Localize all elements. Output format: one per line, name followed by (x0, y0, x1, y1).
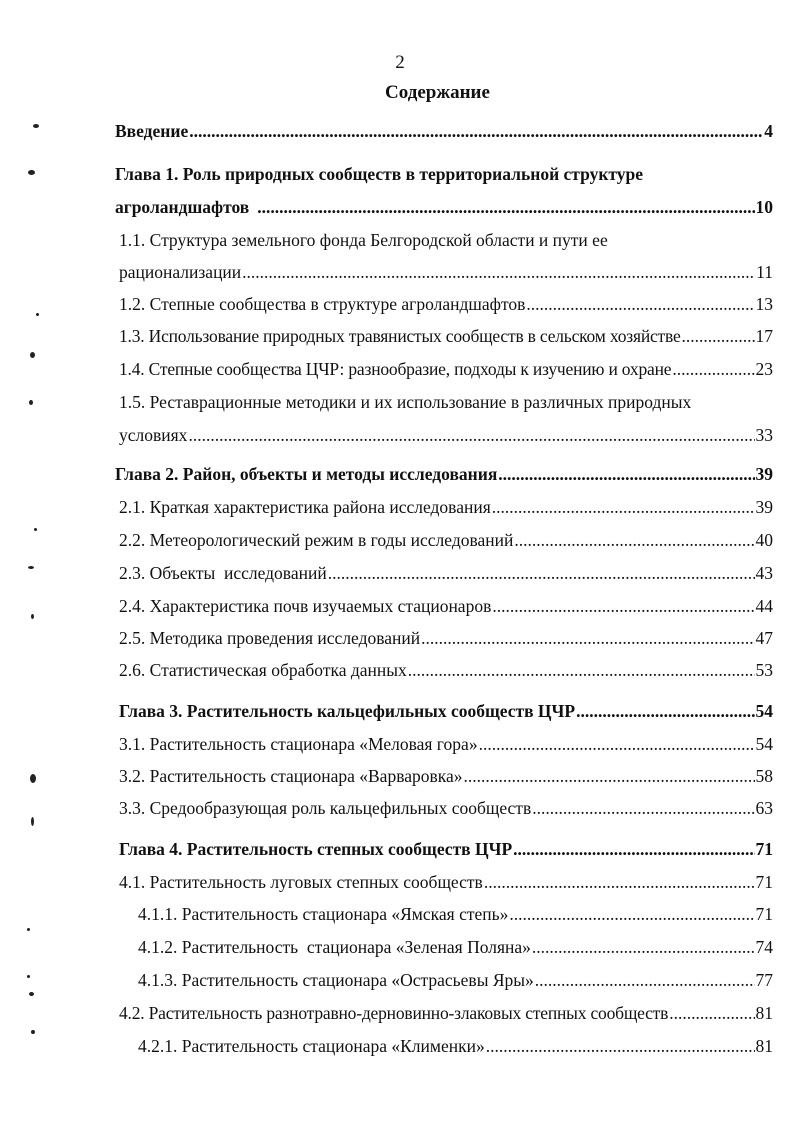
toc-entry-page: 13 (755, 294, 773, 314)
toc-entry-page: 39 (755, 464, 773, 484)
toc-entry-1-1 (119, 261, 773, 283)
toc-entry-1-5 (119, 424, 773, 446)
toc-entry-ch2 (115, 463, 773, 485)
scan-speck (31, 614, 34, 619)
toc-entry-page: 40 (755, 530, 773, 550)
toc-entry-text: 1.3. Использование природных травянистых сообществ в сельском хозяйстве (119, 326, 681, 346)
toc-entry-page: 77 (755, 970, 773, 990)
toc-entry-page: 11 (756, 262, 773, 282)
toc-entry-text: 2.3. Объекты исследований (119, 563, 327, 583)
toc-entry-2-4 (119, 595, 773, 617)
toc-entry-4-1-1 (138, 903, 773, 925)
toc-entry-text: 4.1. Растительность луговых степных сообществ (119, 872, 483, 892)
toc-title: Содержание (385, 82, 490, 103)
toc-entry-text: Глава 3. Растительность кальцефильных сообществ ЦЧР (119, 701, 576, 721)
scan-speck (29, 400, 33, 405)
toc-entry-1-1-line1: 1.1. Структура земельного фонда Белгородской области и пути ее (119, 230, 608, 250)
toc-entry-1-3 (119, 325, 773, 347)
toc-entry-page: 54 (755, 734, 773, 754)
toc-entry-text: 4.1.3. Растительность стационара «Острасьевы Яры» (138, 970, 534, 990)
toc-entry-text: Глава 2. Район, объекты и методы исследования (115, 464, 498, 484)
toc-entry-4-2 (119, 1002, 773, 1024)
scan-speck (34, 528, 37, 531)
toc-entry-ch3 (119, 700, 773, 722)
toc-entry-4-1-3 (138, 969, 773, 991)
scan-speck (36, 313, 39, 316)
toc-entry-page: 81 (755, 1003, 773, 1023)
toc-entry-3-1 (119, 733, 773, 755)
toc-entry-text: 3.3. Средообразующая роль кальцефильных сообществ (119, 798, 532, 818)
scan-speck (31, 1030, 35, 1034)
toc-entry-1-4 (119, 358, 773, 380)
toc-entry-page: 71 (755, 839, 773, 859)
toc-entry-1-2 (119, 293, 773, 315)
toc-entry-page: 23 (755, 359, 773, 379)
scan-speck (30, 352, 35, 358)
toc-entry-text: 4.1.2. Растительность стационара «Зеленая Поляна» (138, 937, 531, 957)
toc-entry-text: 3.1. Растительность стационара «Меловая гора» (119, 734, 478, 754)
scan-speck (30, 774, 36, 783)
toc-entry-4-1-2 (138, 936, 773, 958)
toc-entry-page: 74 (755, 937, 773, 957)
toc-entry-page: 81 (755, 1036, 773, 1056)
toc-entry-1-5-line1: 1.5. Реставрационные методики и их использование в различных природных (119, 392, 692, 412)
toc-entry-ch1-line1: Глава 1. Роль природных сообществ в территориальной структуре (115, 164, 644, 184)
toc-entry-4-2-1 (138, 1035, 773, 1057)
toc-entry-2-5 (119, 627, 773, 649)
toc-entry-text: Введение (115, 121, 189, 141)
scan-speck (28, 170, 35, 175)
toc-entry-text: 4.2.1. Растительность стационара «Клименки» (138, 1036, 485, 1056)
toc-entry-page: 58 (755, 766, 773, 786)
page-number: 2 (395, 52, 405, 73)
toc-entry-2-3 (119, 562, 773, 584)
toc-entry-text: 4.1.1. Растительность стационара «Ямская степь» (138, 904, 509, 924)
toc-entry-page: 39 (755, 497, 773, 517)
toc-entry-ch4 (119, 838, 773, 860)
toc-entry-text: 3.2. Растительность стационара «Варваровка» (119, 766, 463, 786)
scan-speck (28, 566, 34, 569)
toc-entry-text: условиях (119, 425, 188, 445)
toc-entry-2-2 (119, 529, 773, 551)
toc-entry-text: 1.4. Степные сообщества ЦЧР: разнообразие, подходы к изучению и охране (119, 359, 672, 379)
toc-entry-text: 2.2. Метеорологический режим в годы исследований (119, 530, 514, 550)
scan-speck (27, 928, 30, 931)
toc-entry-page: 63 (755, 798, 773, 818)
scan-speck (27, 975, 30, 978)
toc-entry-page: 43 (755, 563, 773, 583)
toc-entry-page: 71 (755, 904, 773, 924)
toc-entry-page: 53 (755, 660, 773, 680)
toc-entry-page: 10 (755, 197, 773, 217)
toc-entry-text: 1.2. Степные сообщества в структуре агроландшафтов (119, 294, 526, 314)
toc-entry-text: 2.6. Статистическая обработка данных (119, 660, 407, 680)
toc-entry-2-1 (119, 496, 773, 518)
toc-entry-4-1 (119, 871, 773, 893)
scan-speck (33, 124, 39, 128)
toc-entry-ch1 (115, 196, 773, 218)
toc-entry-text: 4.2. Растительность разнотравно-дерновинно-злаковых степных сообществ (119, 1003, 669, 1023)
toc-entry-page: 47 (755, 628, 773, 648)
scan-speck (31, 817, 34, 826)
toc-entry-3-3 (119, 797, 773, 819)
toc-entry-intro (115, 120, 773, 142)
toc-entry-2-6 (119, 659, 773, 681)
toc-entry-text: Глава 4. Растительность степных сообществ ЦЧР (119, 839, 513, 859)
toc-entry-3-2 (119, 765, 773, 787)
toc-entry-page: 4 (764, 121, 773, 141)
toc-entry-text: агроландшафтов (115, 197, 250, 217)
toc-entry-text: рационализации (119, 262, 242, 282)
toc-entry-text: 2.1. Краткая характеристика района исследования (119, 497, 491, 517)
toc-entry-text: 2.5. Методика проведения исследований (119, 628, 421, 648)
toc-entry-page: 71 (755, 872, 773, 892)
toc-entry-page: 54 (755, 701, 773, 721)
scan-speck (29, 992, 34, 996)
toc-entry-page: 33 (755, 425, 773, 445)
toc-entry-page: 44 (755, 596, 773, 616)
toc-entry-page: 17 (755, 326, 773, 346)
toc-entry-text: 2.4. Характеристика почв изучаемых стационаров (119, 596, 492, 616)
